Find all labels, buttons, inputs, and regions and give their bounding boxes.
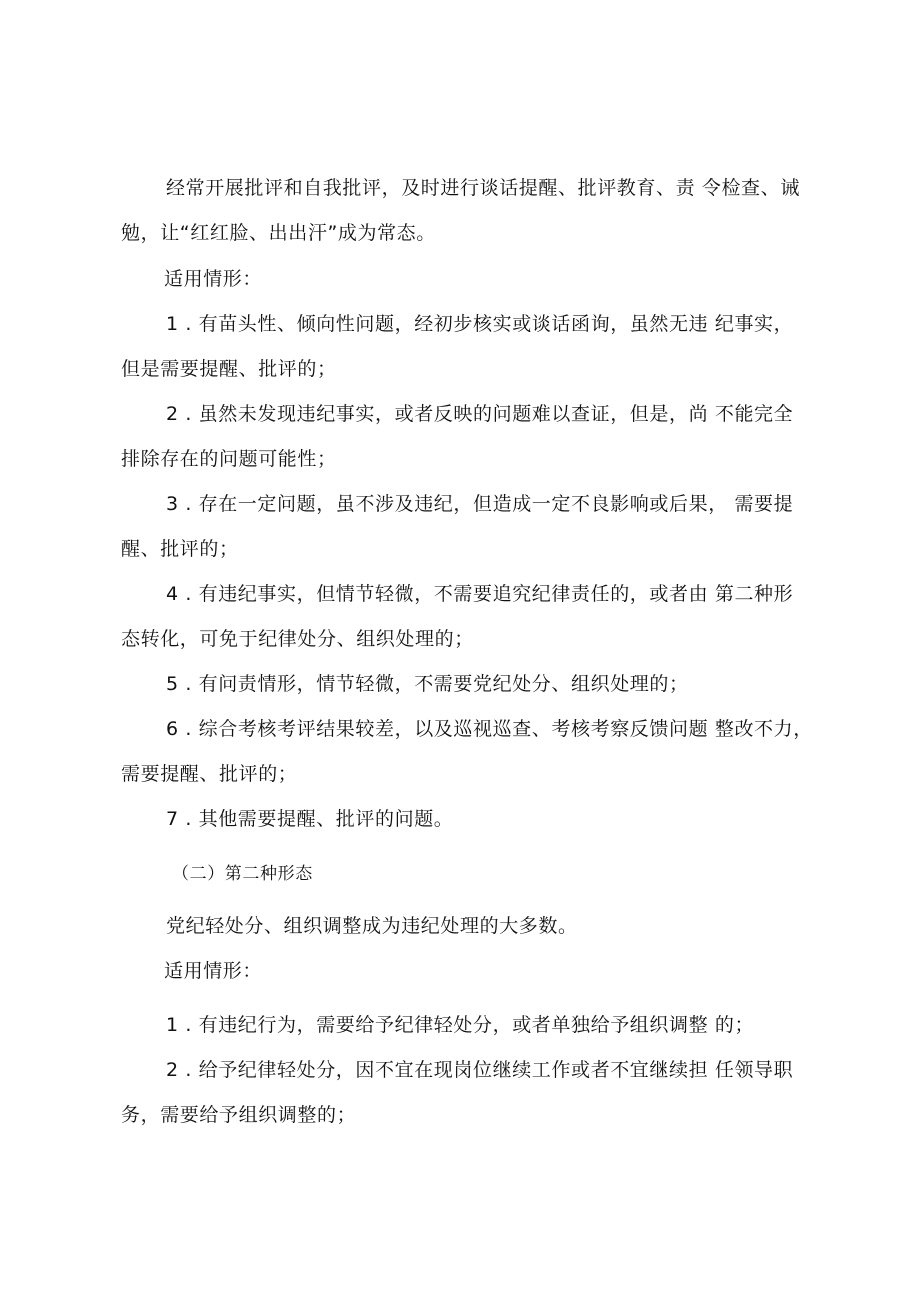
list-item-continuation: 醒、批评的； (121, 538, 239, 560)
paragraph-line: 党纪轻处分、组织调整成为违纪处理的大多数。 (166, 915, 578, 937)
list-item: 3 . 存在一定问题，虽不涉及违纪，但造成一定不良影响或后果， 需要提 (166, 493, 794, 515)
section-label: 适用情形： (164, 268, 263, 290)
list-item: 2 . 虽然未发现违纪事实，或者反映的问题难以查证，但是，尚 不能完全 (166, 403, 794, 425)
list-item-continuation: 务，需要给予组织调整的； (121, 1104, 357, 1126)
list-item: 1 . 有苗头性、倾向性问题，经初步核实或谈话函询，虽然无违 纪事实， (166, 313, 794, 335)
section-label: 适用情形： (164, 960, 263, 982)
list-item: 2 . 给予纪律轻处分，因不宜在现岗位继续工作或者不宜继续担 任领导职 (166, 1059, 794, 1081)
paragraph-line: 勉，让“红红脸、出出汗”成为常态。 (121, 222, 436, 244)
list-item-continuation: 态转化，可免于纪律处分、组织处理的； (121, 628, 474, 650)
list-item: 6 . 综合考核考评结果较差，以及巡视巡查、考核考察反馈问题 整改不力， (166, 718, 813, 740)
list-item: 7 . 其他需要提醒、批评的问题。 (166, 808, 454, 830)
section-heading: （二）第二种形态 (172, 864, 313, 884)
list-item-continuation: 排除存在的问题可能性； (121, 448, 337, 470)
list-item-continuation: 但是需要提醒、批评的； (121, 358, 337, 380)
paragraph-line: 经常开展批评和自我批评，及时进行谈话提醒、批评教育、责 令检查、诫 (166, 177, 800, 199)
list-item: 4 . 有违纪事实，但情节轻微，不需要追究纪律责任的，或者由 第二种形 (166, 583, 794, 605)
list-item-continuation: 需要提醒、批评的； (121, 763, 298, 785)
list-item: 1 . 有违纪行为，需要给予纪律轻处分，或者单独给予组织调整 的； (166, 1014, 755, 1036)
list-item: 5 . 有问责情形，情节轻微，不需要党纪处分、组织处理的； (166, 673, 689, 695)
